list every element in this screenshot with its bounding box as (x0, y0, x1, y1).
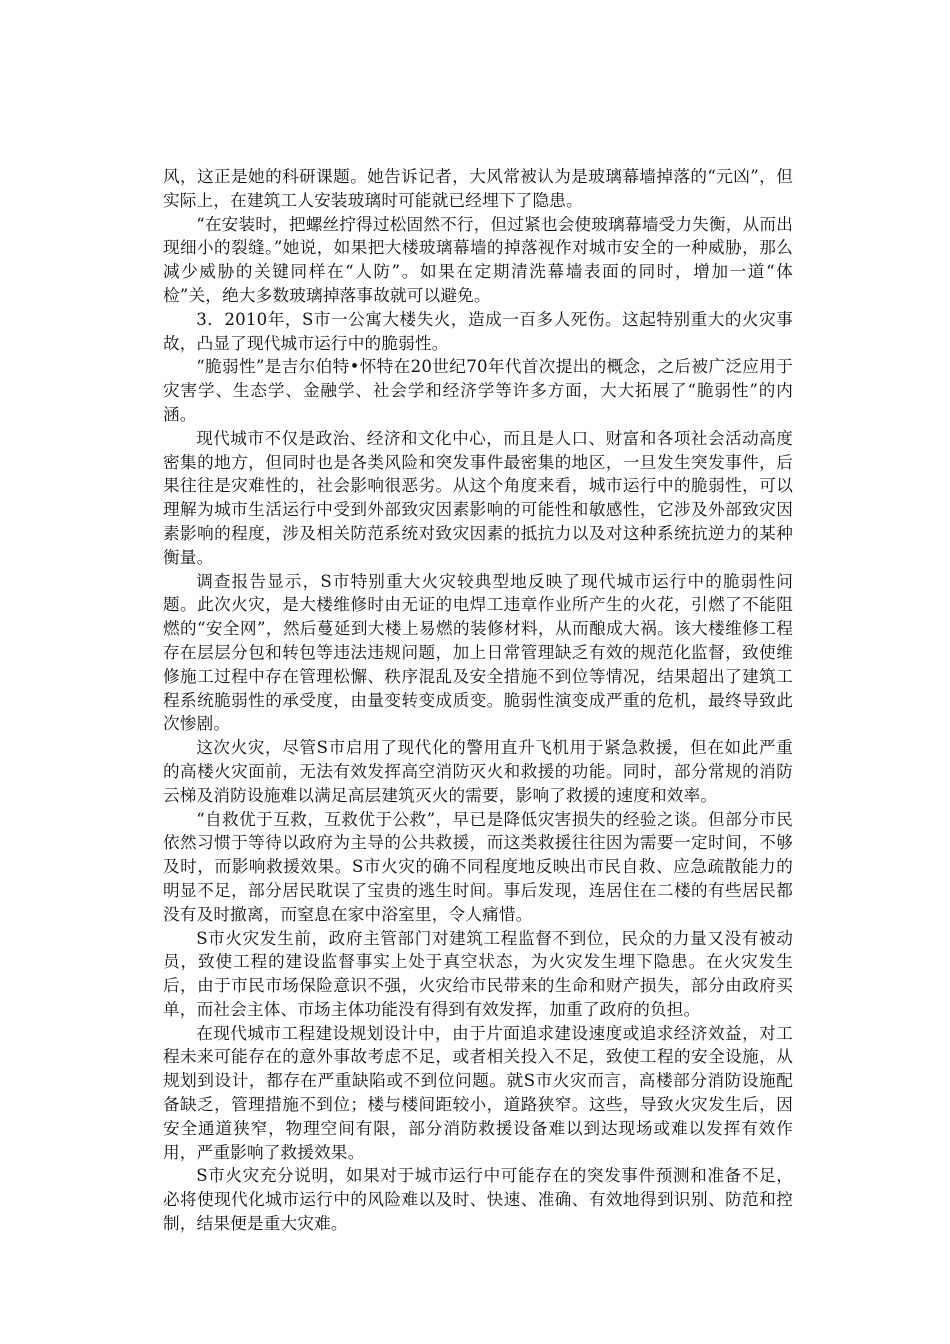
paragraph: “自救优于互救，互救优于公救”，早已是降低灾害损失的经验之谈。但部分市民依然习惯于等待以政府为主导的公共救援，而这类救援往往因为需要一定时间，不够及时，而影响救援效果。S市火灾的确不同程度地反映出市民自救、应急疏散能力的明显不足，部分居民耽误了宝贵的逃生时间。事后发现，连居住在二楼的有些居民都没有及时撤离，而窒息在家中浴室里，令人痛惜。 (163, 809, 793, 924)
paragraph: 3．2010年，S市一公寓大楼失火，造成一百多人死伤。这起特别重大的火灾事故，凸显了现代城市运行中的脆弱性。 (163, 309, 793, 353)
paragraph: “脆弱性”是吉尔伯特•怀特在20世纪70年代首次提出的概念，之后被广泛应用于灾害学、生态学、金融学、社会学和经济学等许多方面，大大拓展了“脆弱性”的内涵。 (163, 357, 793, 424)
paragraph: S市火灾发生前，政府主管部门对建筑工程监督不到位，民众的力量又没有被动员，致使工程的建设监督事实上处于真空状态，为火灾发生埋下隐患。在火灾发生后，由于市民市场保险意识不强，火灾给市民带来的生命和财产损失，部分由政府买单，而社会主体、市场主体功能没有得到有效发挥，加重了政府的负担。 (163, 928, 793, 1019)
body-text (163, 165, 793, 1236)
paragraph: 调查报告显示，S市特别重大火灾较典型地反映了现代城市运行中的脆弱性问题。此次火灾，是大楼维修时由无证的电焊工违章作业所产生的火花，引燃了不能阻燃的“安全网”，然后蔓延到大楼上易燃的装修材料，从而酿成大祸。该大楼维修工程存在层层分包和转包等违法违规问题，加上日常管理缺乏有效的规范化监督，致使维修施工过程中存在管理松懈、秩序混乱及安全措施不到位等情况，结果超出了建筑工程系统脆弱性的承受度，由量变转变成质变。脆弱性演变成严重的危机，最终导致此次惨剧。 (163, 571, 793, 734)
paragraph: S市火灾充分说明，如果对于城市运行中可能存在的突发事件预测和准备不足，必将使现代化城市运行中的风险难以及时、快速、准确、有效地得到识别、防范和控制，结果便是重大灾难。 (163, 1166, 793, 1234)
paragraph: “在安装时，把螺丝拧得过松固然不行，但过紧也会使玻璃幕墙受力失衡，从而出现细小的裂缝。”她说，如果把大楼玻璃幕墙的掉落视作对城市安全的一种威胁，那么减少威胁的关键同样在“人防”。如果在定期清洗幕墙表面的同时，增加一道“体检”关，绝大多数玻璃掉落事故就可以避免。 (163, 214, 793, 305)
paragraph: 在现代城市工程建设规划设计中，由于片面追求建设速度或追求经济效益，对工程未来可能存在的意外事故考虑不足，或者相关投入不足，致使工程的安全设施，从规划到设计，都存在严重缺陷或不到位问题。就S市火灾而言，高楼部分消防设施配备缺乏，管理措施不到位；楼与楼间距较小，道路狭窄。这些，导致火灾发生后，因安全通道狭窄，物理空间有限，部分消防救援设备难以到达现场或难以发挥有效作用，严重影响了救援效果。 (163, 1023, 793, 1162)
paragraph: 风，这正是她的科研课题。她告诉记者，大风常被认为是玻璃幕墙掉落的“元凶”，但实际上，在建筑工人安装玻璃时可能就已经埋下了隐患。 (163, 167, 793, 210)
paragraph: 这次火灾，尽管S市启用了现代化的警用直升飞机用于紧急救援，但在如此严重的高楼火灾面前，无法有效发挥高空消防灭火和救援的功能。同时，部分常规的消防云梯及消防设施难以满足高层建筑灭火的需要，影响了救援的速度和效率。 (163, 738, 793, 805)
paragraph: 现代城市不仅是政治、经济和文化中心，而且是人口、财富和各项社会活动高度密集的地方，但同时也是各类风险和突发事件最密集的地区，一旦发生突发事件，后果往往是灾难性的，社会影响很恶劣。从这个角度来看，城市运行中的脆弱性，可以理解为城市生活运行中受到外部致灾因素影响的可能性和敏感性，它涉及外部致灾因素影响的程度，涉及相关防范系统对致灾因素的抵抗力以及对这种系统抗逆力的某种衡量。 (163, 428, 793, 567)
